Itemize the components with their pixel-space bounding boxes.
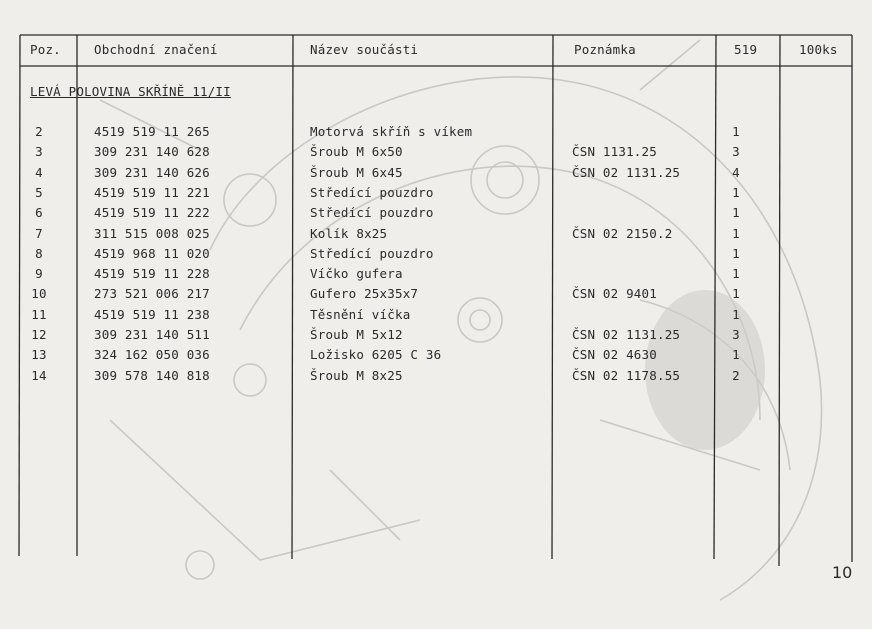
row-code: 324 162 050 036 xyxy=(94,347,210,363)
row-code: 4519 519 11 265 xyxy=(94,124,210,139)
row-name: Ložisko 6205 C 36 xyxy=(310,347,442,363)
row-qty-519: 1 xyxy=(732,245,740,261)
header-code: Obchodní značení xyxy=(94,42,218,57)
row-name: Šroub M 8x25 xyxy=(310,367,403,383)
row-qty-519: 1 xyxy=(732,124,740,139)
row-code: 309 231 140 626 xyxy=(94,164,210,180)
row-name: Motorvá skříň s víkem xyxy=(310,124,473,139)
table-row xyxy=(0,369,872,389)
row-name: Středící pouzdro xyxy=(310,245,434,261)
row-code: 309 231 140 511 xyxy=(94,327,210,342)
row-pos: 13 xyxy=(31,347,47,363)
table-row xyxy=(0,145,872,165)
row-pos: 2 xyxy=(35,124,43,139)
header-pos: Poz. xyxy=(30,42,61,57)
row-pos: 8 xyxy=(35,245,43,261)
row-code: 4519 519 11 228 xyxy=(94,266,210,282)
table-row xyxy=(0,227,872,247)
row-qty-519: 1 xyxy=(732,286,740,302)
row-name: Šroub M 5x12 xyxy=(310,327,403,342)
header-name: Název součásti xyxy=(310,42,419,57)
row-note: ČSN 1131.25 xyxy=(572,144,657,160)
row-pos: 14 xyxy=(31,367,47,383)
row-pos: 7 xyxy=(35,225,43,241)
header-note: Poznámka xyxy=(574,42,636,57)
row-name: Středící pouzdro xyxy=(310,205,434,221)
row-code: 309 578 140 818 xyxy=(94,367,210,383)
table-row xyxy=(0,308,872,328)
header-519: 519 xyxy=(734,42,758,57)
row-note: ČSN 02 9401 xyxy=(572,286,657,302)
row-qty-519: 3 xyxy=(732,144,740,160)
row-pos: 11 xyxy=(31,306,47,322)
row-pos: 3 xyxy=(35,144,43,160)
table-row xyxy=(0,166,872,186)
row-pos: 10 xyxy=(31,286,47,302)
row-note: ČSN 02 1178.55 xyxy=(572,367,681,383)
table-row xyxy=(0,348,872,368)
page-number: 10 xyxy=(832,563,853,582)
row-qty-519: 3 xyxy=(732,327,740,342)
table-row xyxy=(0,186,872,206)
row-name: Šroub M 6x45 xyxy=(310,164,403,180)
row-code: 273 521 006 217 xyxy=(94,286,210,302)
table-row xyxy=(0,247,872,267)
row-code: 4519 968 11 020 xyxy=(94,245,210,261)
row-name: Gufero 25x35x7 xyxy=(310,286,419,302)
table-row xyxy=(0,287,872,307)
row-name: Kolík 8x25 xyxy=(310,225,388,241)
row-code: 4519 519 11 221 xyxy=(94,184,210,200)
row-pos: 4 xyxy=(35,164,43,180)
table-row xyxy=(0,125,872,145)
row-qty-519: 1 xyxy=(732,347,740,363)
row-qty-519: 1 xyxy=(732,205,740,221)
table-row xyxy=(0,206,872,226)
row-pos: 9 xyxy=(35,266,43,282)
row-note: ČSN 02 1131.25 xyxy=(572,327,681,342)
header-100ks: 100ks xyxy=(799,42,838,57)
row-pos: 12 xyxy=(31,327,47,342)
table-row xyxy=(0,267,872,287)
row-qty-519: 1 xyxy=(732,306,740,322)
row-qty-519: 1 xyxy=(732,184,740,200)
row-name: Středící pouzdro xyxy=(310,184,434,200)
row-code: 4519 519 11 238 xyxy=(94,306,210,322)
row-pos: 5 xyxy=(35,184,43,200)
row-code: 4519 519 11 222 xyxy=(94,205,210,221)
section-title: LEVÁ POLOVINA SKŘÍNĚ 11/II xyxy=(30,84,231,99)
row-name: Těsnění víčka xyxy=(310,306,411,322)
row-note: ČSN 02 4630 xyxy=(572,347,657,363)
row-code: 311 515 008 025 xyxy=(94,225,210,241)
row-qty-519: 1 xyxy=(732,266,740,282)
row-note: ČSN 02 1131.25 xyxy=(572,164,681,180)
row-note: ČSN 02 2150.2 xyxy=(572,225,673,241)
row-code: 309 231 140 628 xyxy=(94,144,210,160)
row-qty-519: 1 xyxy=(732,225,740,241)
table-row xyxy=(0,328,872,348)
row-name: Víčko gufera xyxy=(310,266,403,282)
row-name: Šroub M 6x50 xyxy=(310,144,403,160)
row-qty-519: 4 xyxy=(732,164,740,180)
row-qty-519: 2 xyxy=(732,367,740,383)
row-pos: 6 xyxy=(35,205,43,221)
